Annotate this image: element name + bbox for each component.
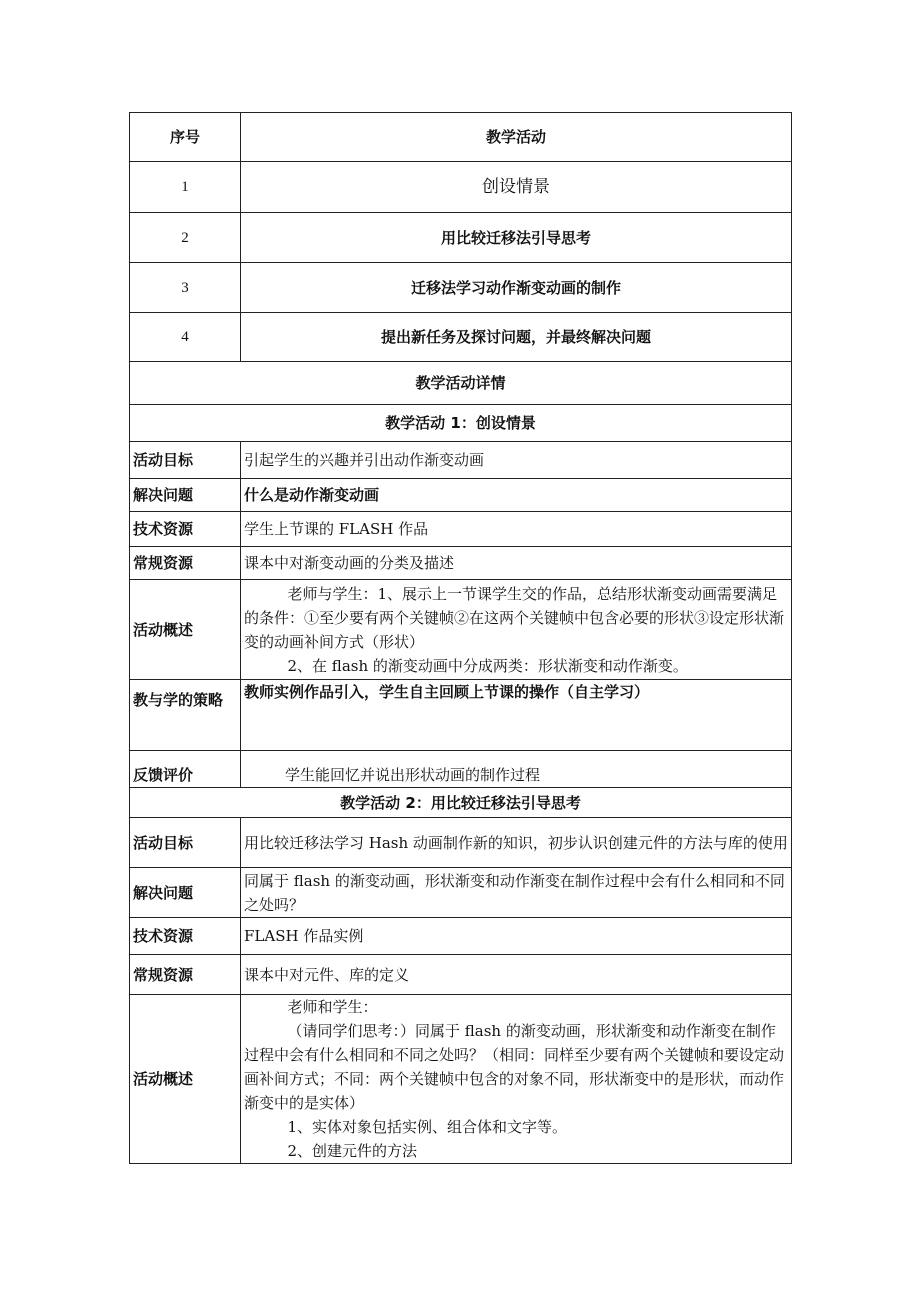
problem-value: 同属于 flash 的渐变动画，形状渐变和动作渐变在制作过程中会有什么相同和不同之处吗？ bbox=[241, 868, 792, 918]
goal-label: 活动目标 bbox=[130, 818, 241, 868]
tech-value: 学生上节课的 FLASH 作品 bbox=[241, 512, 792, 547]
activity1-regular-row bbox=[130, 547, 792, 580]
overview-paragraph: 2、创建元件的方法 bbox=[287, 1142, 418, 1160]
strategy-value: 教师实例作品引入，学生自主回顾上节课的操作（自主学习） bbox=[241, 680, 792, 751]
overview-label: 活动概述 bbox=[130, 580, 241, 680]
regular-label: 常规资源 bbox=[130, 955, 241, 995]
overview-row bbox=[130, 213, 792, 263]
overview-paragraph: 1、实体对象包括实例、组合体和文字等。 bbox=[287, 1118, 568, 1136]
activity1-overview-row bbox=[130, 580, 792, 680]
feedback-value: 学生能回忆并说出形状动画的制作过程 bbox=[241, 751, 792, 788]
row-number: 2 bbox=[130, 213, 241, 263]
problem-label: 解决问题 bbox=[130, 868, 241, 918]
goal-value: 引起学生的兴趣并引出动作渐变动画 bbox=[241, 442, 792, 479]
activity1-problem-row bbox=[130, 479, 792, 512]
overview-paragraph: 2、在 flash 的渐变动画中分成两类：形状渐变和动作渐变。 bbox=[287, 656, 688, 675]
goal-value: 用比较迁移法学习 Hash 动画制作新的知识，初步认识创建元件的方法与库的使用 bbox=[241, 818, 792, 868]
feedback-label: 反馈评价 bbox=[130, 751, 241, 788]
details-title: 教学活动详情 bbox=[130, 362, 792, 405]
overview-value bbox=[241, 580, 792, 680]
activity1-feedback-row bbox=[130, 751, 792, 788]
problem-label: 解决问题 bbox=[130, 479, 241, 512]
row-activity: 提出新任务及探讨问题，并最终解决问题 bbox=[241, 313, 792, 362]
tech-label: 技术资源 bbox=[130, 512, 241, 547]
lesson-table bbox=[129, 112, 792, 1164]
overview-row bbox=[130, 263, 792, 313]
overview-row bbox=[130, 162, 792, 213]
overview-value bbox=[241, 995, 792, 1164]
activity2-tech-row bbox=[130, 918, 792, 955]
regular-value: 课本中对渐变动画的分类及描述 bbox=[241, 547, 792, 580]
activity2-problem-row bbox=[130, 868, 792, 918]
activity1-goal-row bbox=[130, 442, 792, 479]
activity1-tech-row bbox=[130, 512, 792, 547]
regular-label: 常规资源 bbox=[130, 547, 241, 580]
activity2-title-row bbox=[130, 788, 792, 818]
overview-header-row bbox=[130, 113, 792, 162]
header-no: 序号 bbox=[130, 113, 241, 162]
header-activity: 教学活动 bbox=[241, 113, 792, 162]
activity2-overview-row bbox=[130, 995, 792, 1164]
activity2-title: 教学活动 2：用比较迁移法引导思考 bbox=[130, 788, 792, 818]
details-title-row bbox=[130, 362, 792, 405]
regular-value: 课本中对元件、库的定义 bbox=[241, 955, 792, 995]
row-number: 4 bbox=[130, 313, 241, 362]
activity1-strategy-row bbox=[130, 680, 792, 751]
overview-paragraph: 老师与学生：1、展示上一节课学生交的作品，总结形状渐变动画需要满足的条件：①至少要有两个关键帧②在这两个关键帧中包含必要的形状③设定形状渐变的动画补间方式（形状） bbox=[244, 584, 785, 651]
activity1-title-row bbox=[130, 405, 792, 442]
overview-label: 活动概述 bbox=[130, 995, 241, 1164]
tech-label: 技术资源 bbox=[130, 918, 241, 955]
tech-value: FLASH 作品实例 bbox=[241, 918, 792, 955]
activity2-regular-row bbox=[130, 955, 792, 995]
problem-value: 什么是动作渐变动画 bbox=[241, 479, 792, 512]
row-activity: 迁移法学习动作渐变动画的制作 bbox=[241, 263, 792, 313]
overview-row bbox=[130, 313, 792, 362]
row-activity: 用比较迁移法引导思考 bbox=[241, 213, 792, 263]
row-number: 3 bbox=[130, 263, 241, 313]
activity1-title: 教学活动 1：创设情景 bbox=[130, 405, 792, 442]
row-number: 1 bbox=[130, 162, 241, 213]
row-activity: 创设情景 bbox=[241, 162, 792, 213]
goal-label: 活动目标 bbox=[130, 442, 241, 479]
activity2-goal-row bbox=[130, 818, 792, 868]
overview-paragraph: （请同学们思考：）同属于 flash 的渐变动画，形状渐变和动作渐变在制作过程中会有什么相同和不同之处吗？（相同：同样至少要有两个关键帧和要设定动画补间方式；不同：两个关键帧中包含的对象不同，形状渐变中的是形状，而动作渐变中的是实体） bbox=[244, 1022, 785, 1112]
strategy-label: 教与学的策略 bbox=[130, 680, 241, 751]
overview-paragraph: 老师和学生： bbox=[287, 998, 378, 1016]
